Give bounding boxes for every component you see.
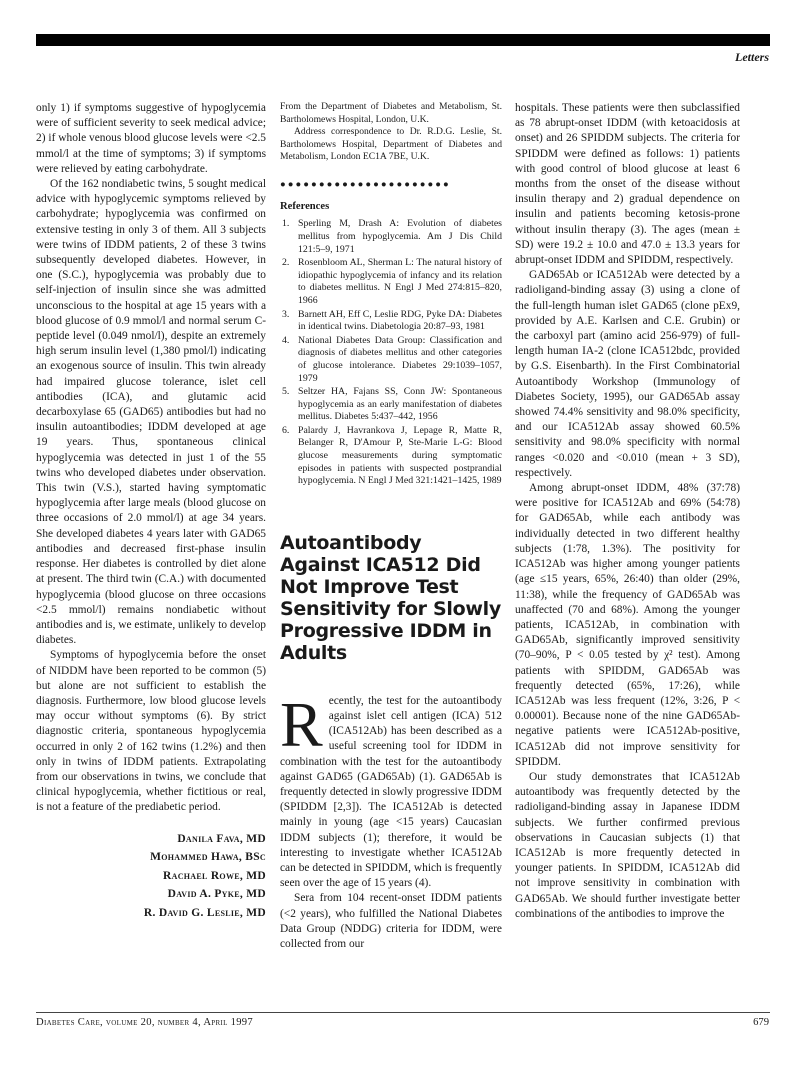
reference-number: 2. [282, 257, 290, 269]
page-number: 679 [753, 1017, 769, 1028]
reference-item [280, 309, 502, 334]
reference-item [280, 386, 502, 424]
paragraph: Sera from 104 recent-onset IDDM patients (<2 years), who fulfilled the National Diabetes Data Group (NDDG) criteria for IDDM, were collected from our [280, 892, 502, 951]
reference-item [280, 335, 502, 385]
drop-cap: R [280, 688, 323, 760]
reference-number: 1. [282, 218, 290, 230]
author-list [36, 830, 266, 923]
reference-number: 5. [282, 386, 290, 398]
reference-text: Rosenbloom AL, Sherman L: The natural history of idiopathic hypoglycemia of infancy and its relation to diabetes mellitus. N Engl J Med 274:815–820, 1966 [298, 257, 502, 306]
correspondence: Address correspondence to Dr. R.D.G. Leslie, St. Bartholomews Hospital, Department of Diabetes and Metabolism, London EC1A 7BE, U.K. [280, 126, 502, 163]
paragraph-text: ecently, the test for the autoantibody against islet cell antigen (ICA) 512 (ICA512Ab) has been described as a useful screening tool for IDDM in combination with the test for the autoantibody against GAD65 (GAD65Ab) (1). GAD65Ab is frequently detected in slowly progressive IDDM (SPIDDM [2,3]). The ICA512Ab is detected mainly in young (age <15 years) Caucasian IDDM subjects (1); therefore, it would be interesting to investigate whether ICA512Ab can be detected in SPIDDM, which is frequently seen over the age of 15 years (4). [280, 694, 502, 890]
footer-rule [36, 1012, 770, 1013]
reference-number: 6. [282, 424, 290, 436]
paragraph: Of the 162 nondiabetic twins, 5 sought medical advice with hypoglycemic symptoms relieved by carbohydrate; hypoglycemia was confirmed on extensive testing in only 3 of them. All 3 subjects were twins of IDDM patients, 2 of these 3 twins subsequently developed diabetes. However, in one (S.C.), hypoglycemia was probably due to self-injection of insulin since she was admitted unconscious to the hospital at age 15 years with a blood glucose of 0.9 mmol/l and normal serum C-peptide level (0.049 nmol/l), despite an extremely high serum insulin level (1,380 pmol/l) indicating an exogenous source of insulin. This twin already had impaired glucose tolerance, islet cell antibodies (ICA), and glutamic acid decarboxylase 65 (GAD65) antibodies but had no insulin autoantibodies; IDDM developed at age 19 years. Thus, spontaneous clinical hypoglycemia was detected in just 1 of the 55 twins who developed diabetes under observation. This twin (V.S.), started having symptomatic hypoglycemia after large meals (blood glucose on three occasions of 2.0 mmol/l) at age 34 years. She developed diabetes 4 years later with GAD65 antibodies and decreased first-phase insulin response. Her diabetes is controlled by diet alone at present. The third twin (C.A.) with documented hypoglycemia (blood glucose on three occasions <2.5 mmol/l) remains nondiabetic without antibodies and is, we estimate, unlikely to develop diabetes. [36, 178, 266, 647]
journal-citation: Diabetes Care, volume 20, number 4, April 1997 [36, 1017, 253, 1028]
references-heading: References [280, 201, 330, 213]
affiliation: From the Department of Diabetes and Metabolism, St. Bartholomews Hospital, London, U.K. [280, 101, 502, 125]
reference-text: National Diabetes Data Group: Classification and diagnosis of diabetes mellitus and other categories of glucose intolerance. Diabetes 29:1039–1057, 1979 [298, 334, 502, 384]
author-name: Mohammed Hawa, BSc [150, 851, 266, 864]
reference-number: 3. [282, 308, 290, 320]
reference-number: 4. [282, 334, 290, 346]
paragraph: GAD65Ab or ICA512Ab were detected by a radioligand-binding assay (3) using a clone of the full-length human islet GAD65 (clone pEx9, provided by A.E. Karlsen and C.E. Grubin) or the carboxyl part (amino acid 256-979) of full-length human IA-2 (clone ICA512bdc, provided by G.S. Eisenbarth). In the First Combinatorial Autoantibody Workshop (Immunology of Diabetes Society, 1995), our GAD65Ab assay showed 74.4% sensitivity and 98.0% specificity, and our ICA512Ab assay showed 60.5% sensitivity and 98.0% specificity with normal ranges <0.020 and <0.010 (mean + 3 SD), respectively. [515, 269, 740, 479]
column-2 [280, 101, 502, 952]
section-label: Letters [735, 50, 769, 64]
author-name: Danila Fava, MD [177, 832, 266, 845]
paragraph: Our study demonstrates that ICA512Ab autoantibody was frequently detected by the radioligand-binding assay in Japanese IDDM subjects. We further confirmed previous observations in Caucasian subjects (1) that ICA512Ab is more frequently detected in younger patients. In SPIDDM, ICA512Ab did not improve sensitivity in combination with GAD65Ab. We should further investigate better combinations of the antibodies to improve the [515, 770, 740, 920]
column-3 [515, 101, 740, 922]
reference-item [280, 257, 502, 307]
paragraph: Symptoms of hypoglycemia before the onset of NIDDM have been reported to be common (5) but alone are not sufficient to establish the diagnosis. Furthermore, low blood glucose levels may occur without symptoms (6). By strict diagnostic criteria, spontaneous hypoglycemia occurred in only 2 of 162 twins (1.2%) and then only in twins of IDDM patients. Extrapolating from our observations in twins, we conclude that clinical hypoglycemia, whether fictitious or real, is not a feature of the prediabetic period. [36, 649, 266, 814]
author-name: R. David G. Leslie, MD [143, 906, 266, 919]
header-rule [36, 34, 770, 46]
reference-item [280, 425, 502, 488]
paragraph: hospitals. These patients were then subclassified as 78 abrupt-onset IDDM (with ketoacidosis at onset) and 26 SPIDDM subjects. The criteria for SPIDDM were defined as follows: 1) patients with good control of blood glucose at least 6 months from the onset of the disease without insulin therapy and 2) gradual dependence on insulin and patients becoming ketosis-prone without insulin therapy (3). The ages (mean ± SD) were 19.2 ± 10.0 and 47.0 ± 13.3 years for abrupt-onset IDDM and SPIDDM, respectively. [515, 102, 740, 267]
reference-text: Barnett AH, Eff C, Leslie RDG, Pyke DA: Diabetes in identical twins. Diabetologia 20:87–93, 1981 [298, 308, 502, 333]
separator-dots: ●●●●●●●●●●●●●●●●●●●●●● [280, 179, 451, 190]
reference-text: Palardy J, Havrankova J, Lepage R, Matte R, Belanger R, D'Amour P, Ste-Marie L-G: Blood glucose measurements during symptomatic episodes in patients with suspected postprandial hypoglycemia. N Engl J Med 321:1421–1425, 1989 [298, 424, 502, 487]
author-name: David A. Pyke, MD [167, 888, 266, 901]
article-headline: Autoantibody Against ICA512 Did Not Improve Test Sensitivity for Slowly Progressive IDDM in Adults [280, 531, 501, 664]
paragraph: only 1) if symptoms suggestive of hypoglycemia were of sufficient severity to seek medical advice; 2) if whole venous blood glucose levels were <2.5 mmol/l at the time of symptoms; 3) if symptoms were relieved by eating carbohydrate. [36, 102, 266, 175]
reference-list [280, 218, 502, 487]
paragraph: Among abrupt-onset IDDM, 48% (37:78) were positive for ICA512Ab and 69% (54:78) for GAD65Ab, while each antibody was individually detected in two different healthy subjects (1:78, 1.3%). The positivity for ICA512Ab was higher among younger patients (age ≤15 years, 65%, 26:40) than older (29%, 11:38), while the frequency of GAD65Ab was unaffected (70 and 68%). Among the younger patients, ICA512Ab, in combination with GAD65Ab, significantly improved sensitivity (70–90%, P < 0.05 tested by χ² test). Among patients with SPIDDM, GAD65Ab was frequently detected (65%, 17:26), while ICA512Ab was less frequent (12%, 3:26, P < 0.00001). Because none of the nine GAD65Ab-negative patients were ICA512Ab-positive, ICA512Ab did not improve sensitivity for SPIDDM. [515, 482, 740, 768]
reference-text: Seltzer HA, Fajans SS, Conn JW: Spontaneous hypoglycemia as an early manifestation of diabetes mellitus. Diabetes 5:437–442, 1956 [298, 386, 502, 423]
author-name: Rachael Rowe, MD [163, 869, 266, 882]
column-1 [36, 101, 266, 922]
reference-item [280, 218, 502, 256]
paragraph [280, 688, 502, 892]
reference-text: Sperling M, Drash A: Evolution of diabetes mellitus from hypoglycemia. Am J Dis Child 121:5–9, 1971 [298, 218, 502, 255]
